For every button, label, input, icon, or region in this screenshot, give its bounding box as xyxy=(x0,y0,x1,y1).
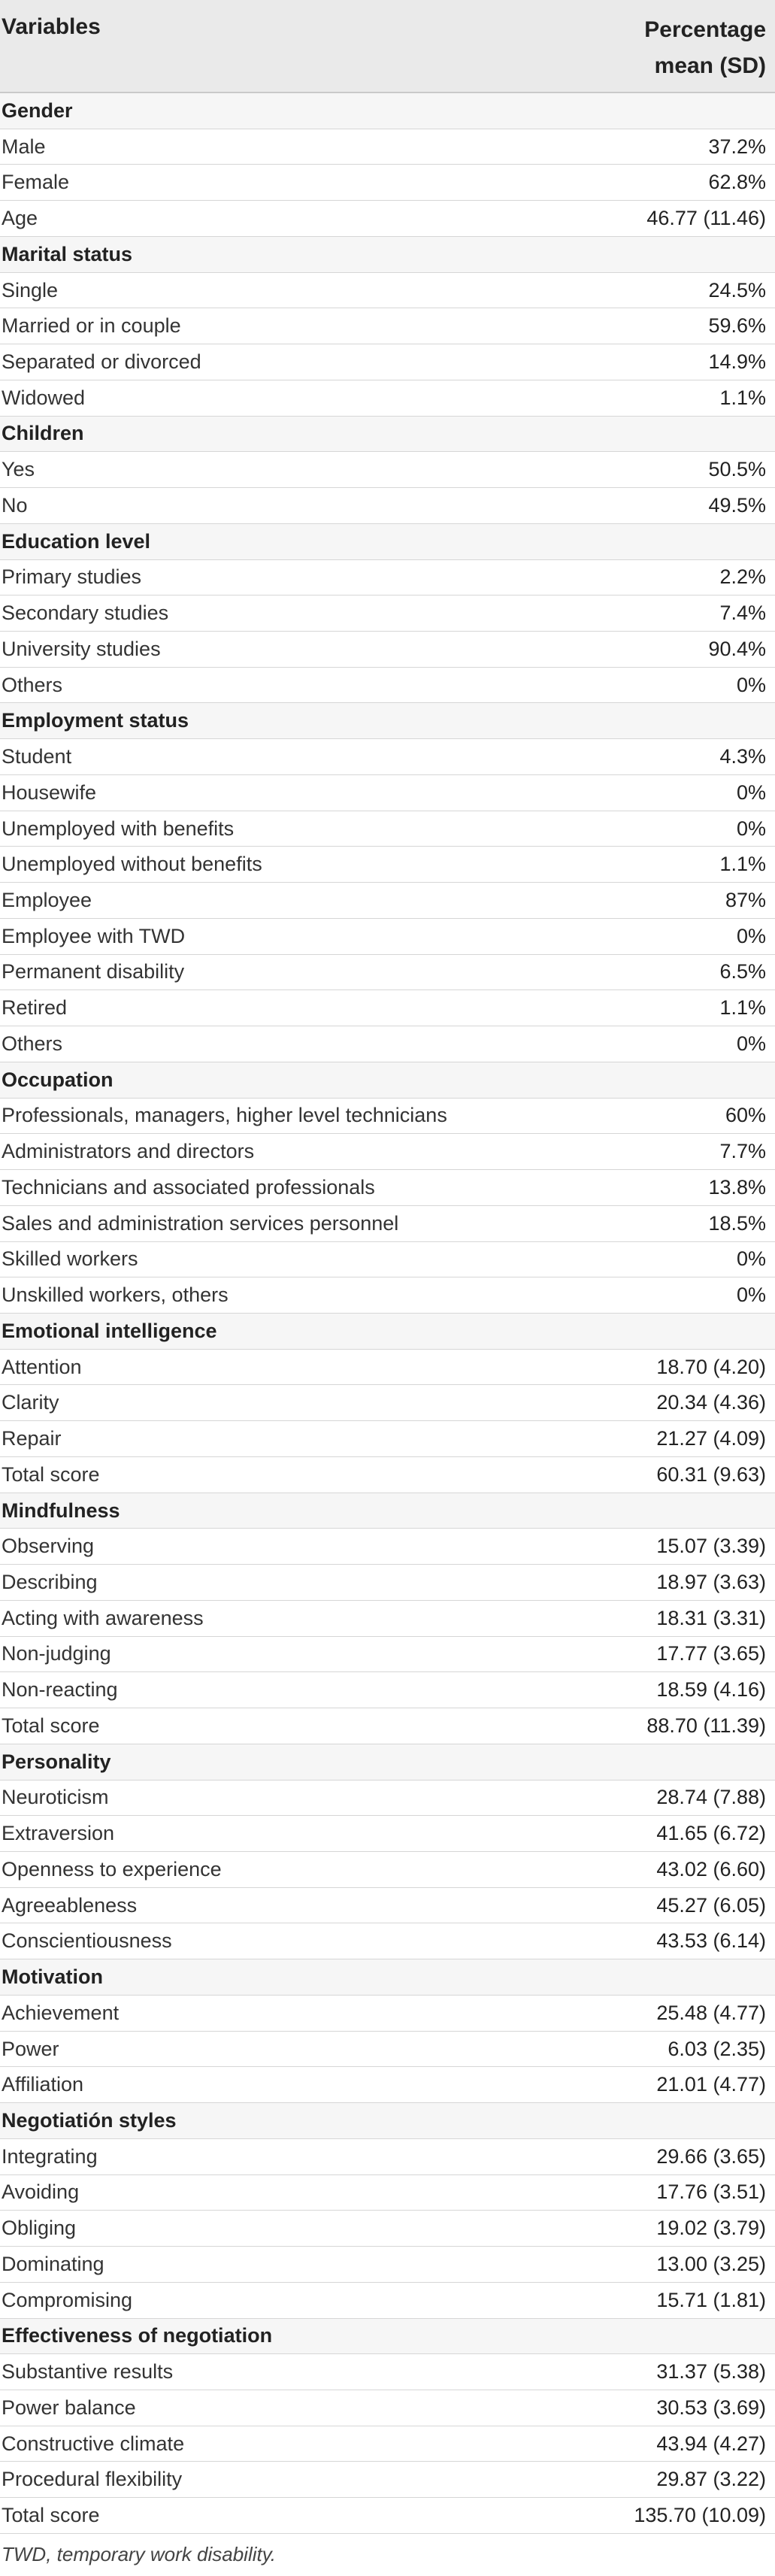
table-row xyxy=(0,1601,775,1637)
value-cell: 43.94 (4.27) xyxy=(656,2432,766,2455)
value-cell: 20.34 (4.36) xyxy=(656,1391,766,1414)
section-header-row xyxy=(0,1959,775,1996)
section-label: Education level xyxy=(2,529,151,553)
variable-label: Others xyxy=(2,673,63,696)
section-header-row xyxy=(0,93,775,129)
table-row xyxy=(0,1350,775,1386)
variable-label: Clarity xyxy=(2,1391,59,1414)
table-header xyxy=(0,0,775,93)
variable-label: Affiliation xyxy=(2,2073,84,2096)
table-row xyxy=(0,883,775,919)
value-cell: 90.4% xyxy=(708,637,766,660)
section-label: Marital status xyxy=(2,242,133,265)
variable-label: Retired xyxy=(2,996,68,1020)
table-footnote: TWD, temporary work disability. xyxy=(2,2542,277,2565)
variable-label: Permanent disability xyxy=(2,960,185,983)
value-cell: 41.65 (6.72) xyxy=(656,1822,766,1845)
value-cell: 4.3% xyxy=(719,745,766,768)
section-header-row xyxy=(0,2319,775,2355)
table-row xyxy=(0,1242,775,1278)
value-cell: 7.4% xyxy=(719,602,766,625)
variable-label: Non-reacting xyxy=(2,1678,118,1702)
variable-label: Unskilled workers, others xyxy=(2,1283,229,1307)
value-cell: 1.1% xyxy=(719,386,766,409)
value-cell: 0% xyxy=(736,817,766,840)
variable-label: Married or in couple xyxy=(2,314,181,338)
variable-label: Widowed xyxy=(2,386,86,409)
variable-label: Separated or divorced xyxy=(2,350,201,373)
value-cell: 37.2% xyxy=(708,135,766,158)
variable-label: Obliging xyxy=(2,2217,77,2240)
section-header-row xyxy=(0,1062,775,1099)
table-row xyxy=(0,452,775,488)
value-cell: 43.53 (6.14) xyxy=(656,1929,766,1953)
variable-label: Secondary studies xyxy=(2,602,169,625)
section-header-row xyxy=(0,524,775,560)
table-row xyxy=(0,344,775,380)
variable-label: Achievement xyxy=(2,2001,120,2024)
variable-label: Compromising xyxy=(2,2288,133,2311)
table-row xyxy=(0,1277,775,1314)
value-cell: 18.97 (3.63) xyxy=(656,1570,766,1593)
section-label: Gender xyxy=(2,98,73,122)
table-row xyxy=(0,955,775,991)
variable-label: Constructive climate xyxy=(2,2432,185,2455)
value-cell: 28.74 (7.88) xyxy=(656,1786,766,1809)
table-row xyxy=(0,1888,775,1924)
value-cell: 17.77 (3.65) xyxy=(656,1642,766,1665)
value-cell: 15.71 (1.81) xyxy=(656,2288,766,2311)
variable-label: Dominating xyxy=(2,2252,104,2275)
section-label: Employment status xyxy=(2,709,189,732)
variable-label: Administrators and directors xyxy=(2,1140,255,1163)
variable-label: Conscientiousness xyxy=(2,1929,172,1953)
variable-label: Neuroticism xyxy=(2,1786,109,1809)
table-row xyxy=(0,2498,775,2534)
variable-label: Unemployed without benefits xyxy=(2,853,262,876)
value-cell: 29.87 (3.22) xyxy=(656,2468,766,2491)
value-cell: 19.02 (3.79) xyxy=(656,2217,766,2240)
variable-label: Skilled workers xyxy=(2,1247,138,1271)
table-row xyxy=(0,1529,775,1565)
table-row xyxy=(0,1170,775,1206)
value-cell: 18.70 (4.20) xyxy=(656,1355,766,1378)
table-row xyxy=(0,2067,775,2103)
variable-label: Age xyxy=(2,207,38,230)
section-header-row xyxy=(0,237,775,273)
table-row xyxy=(0,2354,775,2390)
table-row xyxy=(0,129,775,165)
table-row xyxy=(0,273,775,309)
section-label: Personality xyxy=(2,1750,111,1773)
table-row xyxy=(0,2390,775,2426)
table-row xyxy=(0,2211,775,2247)
table-row xyxy=(0,668,775,704)
mean-sd-header-line: mean (SD) xyxy=(654,53,766,78)
value-cell: 17.76 (3.51) xyxy=(656,2181,766,2204)
table-row xyxy=(0,201,775,237)
value-cell: 7.7% xyxy=(719,1140,766,1163)
value-cell: 6.5% xyxy=(719,960,766,983)
table-row xyxy=(0,811,775,847)
variable-label: Power xyxy=(2,2037,59,2060)
value-cell: 0% xyxy=(736,1032,766,1055)
value-cell: 45.27 (6.05) xyxy=(656,1893,766,1917)
value-cell: 2.2% xyxy=(719,565,766,589)
value-cell: 87% xyxy=(725,889,766,912)
value-cell: 62.8% xyxy=(708,171,766,194)
value-cell: 30.53 (3.69) xyxy=(656,2396,766,2419)
value-cell: 25.48 (4.77) xyxy=(656,2001,766,2024)
table-row xyxy=(0,2283,775,2319)
variable-label: Total score xyxy=(2,2504,100,2527)
variable-label: Employee with TWD xyxy=(2,924,186,947)
section-header-row xyxy=(0,417,775,453)
value-cell: 88.70 (11.39) xyxy=(646,1714,766,1737)
value-cell: 60% xyxy=(725,1104,766,1127)
variable-label: Employee xyxy=(2,889,92,912)
value-cell: 1.1% xyxy=(719,853,766,876)
variable-label: Male xyxy=(2,135,46,158)
table-row xyxy=(0,2032,775,2068)
variable-label: Non-judging xyxy=(2,1642,111,1665)
table-row xyxy=(0,1134,775,1170)
table-row xyxy=(0,919,775,955)
table-row xyxy=(0,1852,775,1888)
section-label: Mindfulness xyxy=(2,1499,120,1522)
variable-label: Avoiding xyxy=(2,2181,80,2204)
variable-label: Unemployed with benefits xyxy=(2,817,235,840)
value-cell: 13.8% xyxy=(708,1175,766,1199)
variable-label: Extraversion xyxy=(2,1822,115,1845)
section-label: Children xyxy=(2,422,84,445)
variable-label: Procedural flexibility xyxy=(2,2468,183,2491)
table-row xyxy=(0,632,775,668)
table-row xyxy=(0,1923,775,1959)
value-cell: 50.5% xyxy=(708,458,766,481)
section-label: Motivation xyxy=(2,1965,103,1989)
table-row xyxy=(0,488,775,524)
value-cell: 6.03 (2.35) xyxy=(668,2037,766,2060)
table-row xyxy=(0,1457,775,1493)
table-row xyxy=(0,596,775,632)
table-row xyxy=(0,990,775,1026)
variable-label: Openness to experience xyxy=(2,1857,222,1880)
variable-label: Attention xyxy=(2,1355,82,1378)
percentage-mean-column-header xyxy=(644,12,766,84)
table-row xyxy=(0,2139,775,2175)
value-cell: 43.02 (6.60) xyxy=(656,1857,766,1880)
section-header-row xyxy=(0,2103,775,2139)
variable-label: Others xyxy=(2,1032,63,1055)
section-label: Negotiatión styles xyxy=(2,2108,177,2132)
table-row xyxy=(0,165,775,201)
section-label: Occupation xyxy=(2,1068,114,1091)
table-row xyxy=(0,1099,775,1135)
table-row xyxy=(0,2247,775,2283)
table-row xyxy=(0,1206,775,1242)
table-row xyxy=(0,1816,775,1852)
variable-label: University studies xyxy=(2,637,161,660)
variable-label: Repair xyxy=(2,1427,62,1450)
variable-label: Observing xyxy=(2,1535,95,1558)
value-cell: 135.70 (10.09) xyxy=(634,2504,766,2527)
value-cell: 1.1% xyxy=(719,996,766,1020)
section-label: Emotional intelligence xyxy=(2,1319,217,1342)
value-cell: 0% xyxy=(736,673,766,696)
value-cell: 0% xyxy=(736,1283,766,1307)
value-cell: 29.66 (3.65) xyxy=(656,2144,766,2168)
value-cell: 49.5% xyxy=(708,493,766,517)
value-cell: 18.31 (3.31) xyxy=(656,1606,766,1629)
table-row xyxy=(0,380,775,417)
value-cell: 60.31 (9.63) xyxy=(656,1462,766,1486)
value-cell: 0% xyxy=(736,1247,766,1271)
section-header-row xyxy=(0,1493,775,1529)
table-row xyxy=(0,1385,775,1421)
value-cell: 24.5% xyxy=(708,278,766,302)
section-header-row xyxy=(0,1314,775,1350)
variable-label: Substantive results xyxy=(2,2360,174,2384)
section-header-row xyxy=(0,703,775,739)
table-row xyxy=(0,847,775,883)
table-row xyxy=(0,1780,775,1817)
table-row xyxy=(0,2426,775,2462)
value-cell: 0% xyxy=(736,924,766,947)
value-cell: 0% xyxy=(736,780,766,804)
section-header-row xyxy=(0,1744,775,1780)
variable-label: Single xyxy=(2,278,59,302)
table-row xyxy=(0,1672,775,1708)
value-cell: 21.01 (4.77) xyxy=(656,2073,766,2096)
variables-column-header: Variables xyxy=(2,14,101,39)
value-cell: 18.5% xyxy=(708,1211,766,1235)
table-row xyxy=(0,560,775,596)
value-cell: 13.00 (3.25) xyxy=(656,2252,766,2275)
variable-label: Total score xyxy=(2,1714,100,1737)
variable-label: Integrating xyxy=(2,2144,98,2168)
table-row xyxy=(0,1026,775,1062)
percentage-header-line: Percentage xyxy=(644,17,766,42)
variable-label: No xyxy=(2,493,28,517)
variable-label: Technicians and associated professionals xyxy=(2,1175,375,1199)
value-cell: 14.9% xyxy=(708,350,766,373)
table-body xyxy=(0,93,775,2534)
variable-label: Female xyxy=(2,171,70,194)
table-row xyxy=(0,739,775,775)
variable-label: Primary studies xyxy=(2,565,142,589)
table-row xyxy=(0,1565,775,1601)
value-cell: 18.59 (4.16) xyxy=(656,1678,766,1702)
variable-label: Total score xyxy=(2,1462,100,1486)
value-cell: 59.6% xyxy=(708,314,766,338)
variable-label: Professionals, managers, higher level technicians xyxy=(2,1104,447,1127)
value-cell: 21.27 (4.09) xyxy=(656,1427,766,1450)
variable-label: Agreeableness xyxy=(2,1893,138,1917)
table-row xyxy=(0,308,775,344)
table-row xyxy=(0,1996,775,2032)
table-row xyxy=(0,1637,775,1673)
variable-label: Power balance xyxy=(2,2396,136,2419)
value-cell: 31.37 (5.38) xyxy=(656,2360,766,2384)
table-row xyxy=(0,2462,775,2498)
section-label: Effectiveness of negotiation xyxy=(2,2324,273,2347)
table-row xyxy=(0,2175,775,2211)
variable-label: Sales and administration services personnel xyxy=(2,1211,399,1235)
value-cell: 46.77 (11.46) xyxy=(646,207,766,230)
table-row xyxy=(0,1708,775,1744)
variable-label: Student xyxy=(2,745,72,768)
value-cell: 15.07 (3.39) xyxy=(656,1535,766,1558)
variable-label: Acting with awareness xyxy=(2,1606,204,1629)
variable-label: Housewife xyxy=(2,780,97,804)
table-row xyxy=(0,775,775,811)
variable-label: Yes xyxy=(2,458,35,481)
variable-label: Describing xyxy=(2,1570,98,1593)
table-row xyxy=(0,1421,775,1457)
